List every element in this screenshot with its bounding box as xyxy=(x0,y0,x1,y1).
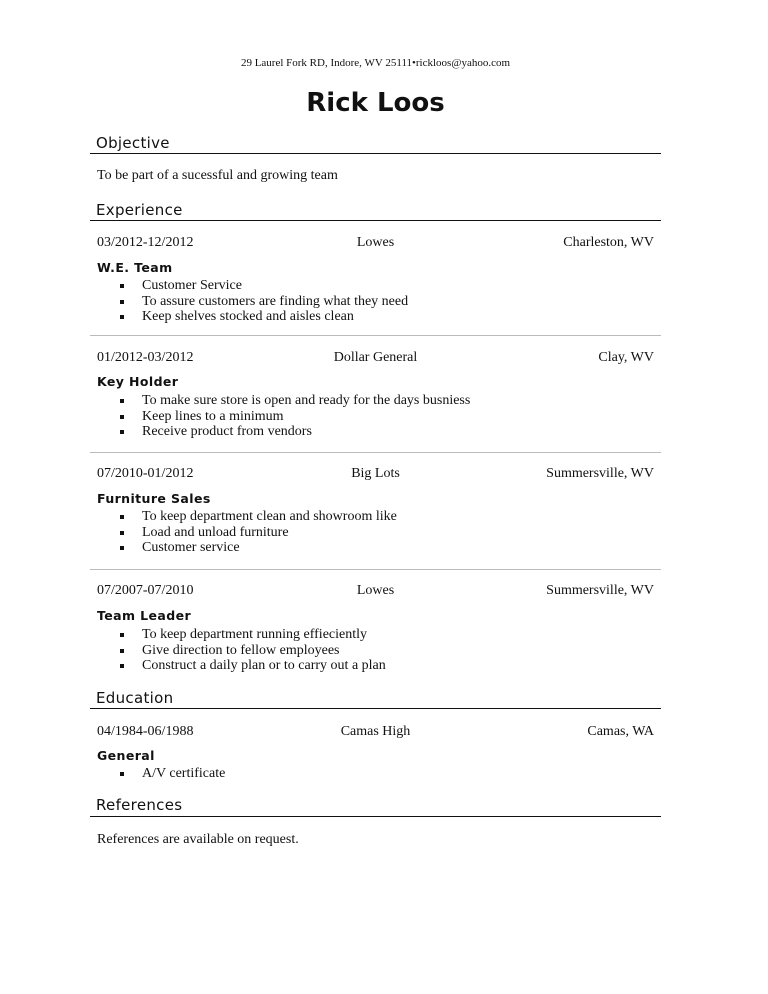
list-item: To assure customers are finding what they need xyxy=(115,294,408,310)
education-bullets xyxy=(115,766,225,782)
experience-rule xyxy=(90,220,661,221)
bullet-icon xyxy=(120,300,124,304)
job-divider xyxy=(90,452,661,453)
job-role: W.E. Team xyxy=(97,260,173,275)
bullet-icon xyxy=(120,430,124,434)
job-dates: 03/2012-12/2012 xyxy=(97,235,194,250)
bullet-icon xyxy=(120,664,124,668)
objective-rule xyxy=(90,153,661,154)
job-company: Lowes xyxy=(356,235,395,250)
job-location: Summersville, WV xyxy=(546,466,654,481)
job-bullets xyxy=(115,393,470,440)
job-header xyxy=(97,350,654,368)
job-bullets xyxy=(115,627,386,674)
job-location: Summersville, WV xyxy=(546,583,654,598)
job-bullets xyxy=(115,278,408,325)
job-dates: 01/2012-03/2012 xyxy=(97,350,194,365)
job-dates: 07/2007-07/2010 xyxy=(97,583,194,598)
bullet-icon xyxy=(120,399,124,403)
references-text: References are available on request. xyxy=(97,832,299,847)
job-dates: 07/2010-01/2012 xyxy=(97,466,194,481)
education-program: General xyxy=(97,748,155,763)
job-role: Team Leader xyxy=(97,608,192,623)
education-school: Camas High xyxy=(340,724,411,739)
job-company: Lowes xyxy=(356,583,395,598)
list-item: To keep department running effieciently xyxy=(115,627,386,643)
bullet-icon xyxy=(120,515,124,519)
job-location: Clay, WV xyxy=(598,350,654,365)
job-divider xyxy=(90,569,661,570)
job-header xyxy=(97,466,654,484)
job-header xyxy=(97,583,654,601)
list-item: Load and unload furniture xyxy=(115,525,397,541)
list-item: A/V certificate xyxy=(115,766,225,782)
job-role: Furniture Sales xyxy=(97,491,211,506)
candidate-name: Rick Loos xyxy=(306,88,445,118)
contact-line: 29 Laurel Fork RD, Indore, WV 25111•rickloos@yahoo.com xyxy=(240,57,511,69)
bullet-icon xyxy=(120,649,124,653)
experience-heading: Experience xyxy=(96,201,183,219)
job-company: Dollar General xyxy=(333,350,418,365)
objective-heading: Objective xyxy=(96,134,170,152)
objective-text: To be part of a sucessful and growing team xyxy=(97,168,338,183)
job-company: Big Lots xyxy=(351,466,400,481)
education-location: Camas, WA xyxy=(587,724,654,739)
education-header xyxy=(97,724,654,742)
list-item: To make sure store is open and ready for the days busniess xyxy=(115,393,470,409)
education-rule xyxy=(90,708,661,709)
list-item: Give direction to fellow employees xyxy=(115,643,386,659)
education-dates: 04/1984-06/1988 xyxy=(97,724,194,739)
bullet-icon xyxy=(120,284,124,288)
list-item: Customer service xyxy=(115,540,397,556)
references-rule xyxy=(90,816,661,817)
job-role: Key Holder xyxy=(97,374,179,389)
list-item: Construct a daily plan or to carry out a plan xyxy=(115,658,386,674)
job-divider xyxy=(90,335,661,336)
bullet-icon xyxy=(120,772,124,776)
list-item: Customer Service xyxy=(115,278,408,294)
list-item: Keep lines to a minimum xyxy=(115,409,470,425)
bullet-icon xyxy=(120,415,124,419)
list-item: To keep department clean and showroom like xyxy=(115,509,397,525)
list-item: Receive product from vendors xyxy=(115,424,470,440)
job-location: Charleston, WV xyxy=(563,235,654,250)
education-heading: Education xyxy=(96,689,174,707)
references-heading: References xyxy=(96,796,183,814)
job-bullets xyxy=(115,509,397,556)
list-item: Keep shelves stocked and aisles clean xyxy=(115,309,408,325)
bullet-icon xyxy=(120,633,124,637)
bullet-icon xyxy=(120,531,124,535)
bullet-icon xyxy=(120,315,124,319)
bullet-icon xyxy=(120,546,124,550)
job-header xyxy=(97,235,654,253)
